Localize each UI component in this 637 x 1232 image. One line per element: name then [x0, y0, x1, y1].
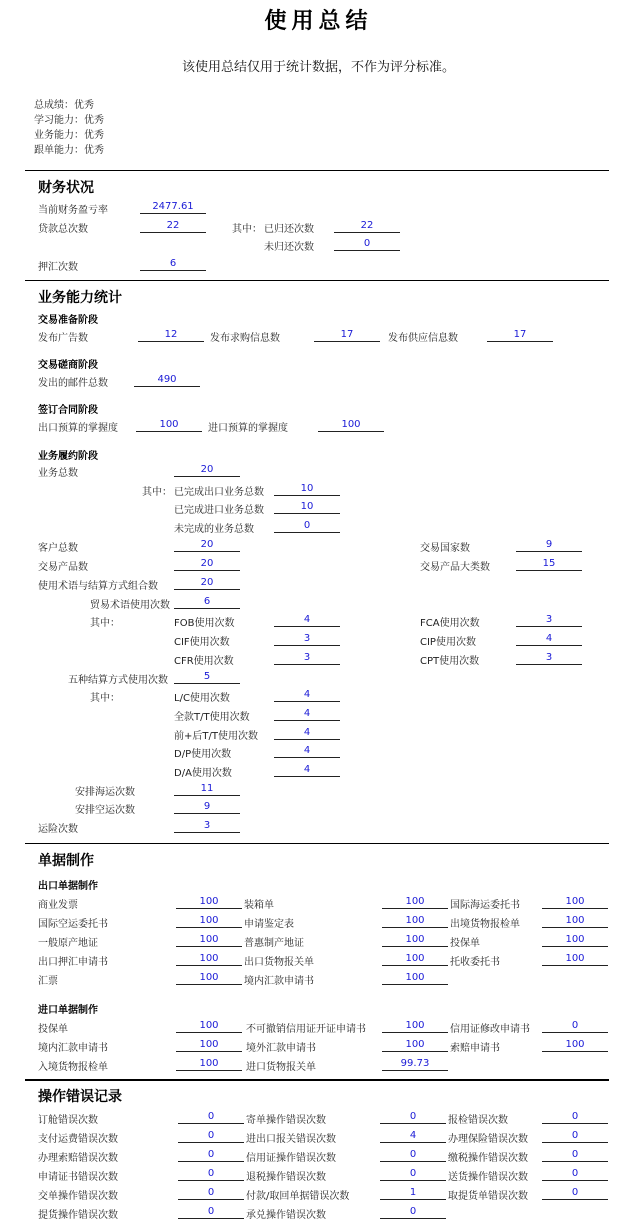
error-value: 0: [178, 1110, 244, 1124]
export-budget-label: 出口预算的掌握度: [38, 423, 118, 434]
business-heading: 业务能力统计: [38, 290, 122, 306]
lc-value: 4: [274, 688, 340, 702]
fulfil-heading: 业务履约阶段: [38, 451, 98, 462]
dp-label: D/P使用次数: [174, 749, 232, 760]
loans-label: 贷款总次数: [38, 224, 88, 235]
error-value: 0: [542, 1148, 608, 1162]
unpaid-value: 0: [334, 237, 400, 251]
air-value: 9: [174, 800, 240, 814]
error-label: 提货操作错误次数: [38, 1210, 118, 1221]
dp-value: 4: [274, 744, 340, 758]
error-value: 0: [542, 1186, 608, 1200]
doc-label: 国际海运委托书: [450, 900, 520, 911]
customers-value: 20: [174, 538, 240, 552]
doc-value: 100: [542, 933, 608, 947]
doc-value: 100: [542, 895, 608, 909]
settle-of-which: 其中：: [90, 693, 120, 704]
ads-label: 发布广告数: [38, 333, 88, 344]
error-label: 报检错误次数: [448, 1115, 508, 1126]
doc-value: 100: [176, 1057, 242, 1071]
unfinished-label: 未完成的业务总数: [174, 524, 254, 535]
terms-label: 贸易术语使用次数: [90, 600, 170, 611]
doc-value: 100: [382, 1038, 448, 1052]
sea-label: 安排海运次数: [75, 787, 135, 798]
ads-value: 12: [138, 328, 204, 342]
mail-label: 发出的邮件总数: [38, 378, 108, 389]
error-label: 送货操作错误次数: [448, 1172, 528, 1183]
error-value: 0: [178, 1148, 244, 1162]
error-label: 信用证操作错误次数: [246, 1153, 336, 1164]
error-value: 0: [178, 1205, 244, 1219]
countries-value: 9: [516, 538, 582, 552]
doc-value: 100: [382, 1019, 448, 1033]
supply-value: 17: [487, 328, 553, 342]
error-value: 0: [380, 1148, 446, 1162]
cif-label: CIF使用次数: [174, 637, 230, 648]
import-budget-label: 进口预算的掌握度: [208, 423, 288, 434]
doc-label: 境外汇款申请书: [246, 1043, 316, 1054]
doc-value: 100: [176, 895, 242, 909]
error-label: 承兑操作错误次数: [246, 1210, 326, 1221]
doc-value: 0: [542, 1019, 608, 1033]
categories-value: 15: [516, 557, 582, 571]
errors-heading: 操作错误记录: [38, 1089, 122, 1105]
finance-heading: 财务状况: [38, 180, 94, 196]
doc-value: 100: [542, 914, 608, 928]
error-value: 4: [380, 1129, 446, 1143]
export-done-label: 已完成出口业务总数: [174, 487, 264, 498]
doc-label: 装箱单: [244, 900, 274, 911]
total-business-label: 业务总数: [38, 468, 78, 479]
products-label: 交易产品数: [38, 562, 88, 573]
doc-label: 进口货物报关单: [246, 1062, 316, 1073]
settle-label: 五种结算方式使用次数: [68, 675, 168, 686]
page-subtitle: 该使用总结仅用于统计数据，不作为评分标准。: [181, 60, 455, 75]
doc-value: 100: [542, 952, 608, 966]
split-tt-label: 前+后T/T使用次数: [174, 731, 258, 742]
error-value: 1: [380, 1186, 446, 1200]
full-tt-value: 4: [274, 707, 340, 721]
doc-value: 100: [382, 933, 448, 947]
cip-label: CIP使用次数: [420, 637, 476, 648]
error-label: 交单操作错误次数: [38, 1191, 118, 1202]
error-label: 办理保险错误次数: [448, 1134, 528, 1145]
error-value: 0: [380, 1205, 446, 1219]
contract-heading: 签订合同阶段: [38, 405, 98, 416]
cpt-label: CPT使用次数: [420, 656, 480, 667]
error-label: 寄单操作错误次数: [246, 1115, 326, 1126]
negotiation-heading: 交易磋商阶段: [38, 360, 98, 371]
error-value: 0: [178, 1167, 244, 1181]
buy-value: 17: [314, 328, 380, 342]
doc-value: 100: [176, 1038, 242, 1052]
import-docs-heading: 进口单据制作: [38, 1005, 98, 1016]
supply-label: 发布供应信息数: [388, 333, 458, 344]
error-label: 办理索赔错误次数: [38, 1153, 118, 1164]
unpaid-label: 未归还次数: [264, 242, 314, 253]
page-title: 使用总结: [264, 9, 373, 34]
da-label: D/A使用次数: [174, 768, 232, 779]
products-value: 20: [174, 557, 240, 571]
fulfil-of-which: 其中：: [142, 487, 172, 498]
balance-label: 当前财务盈亏率: [38, 205, 108, 216]
doc-label: 信用证修改申请书: [450, 1024, 530, 1035]
doc-label: 申请鉴定表: [244, 919, 294, 930]
mail-value: 490: [134, 373, 200, 387]
of-which-label: 其中：: [232, 224, 262, 235]
error-label: 缴税操作错误次数: [448, 1153, 528, 1164]
cpt-value: 3: [516, 651, 582, 665]
fob-value: 4: [274, 613, 340, 627]
unfinished-value: 0: [274, 519, 340, 533]
export-docs-heading: 出口单据制作: [38, 881, 98, 892]
pledge-label: 押汇次数: [38, 262, 78, 273]
sea-value: 11: [174, 782, 240, 796]
doc-label: 普惠制产地证: [244, 938, 304, 949]
error-label: 订舱错误次数: [38, 1115, 98, 1126]
buy-label: 发布求购信息数: [210, 333, 280, 344]
doc-label: 汇票: [38, 976, 58, 987]
doc-value: 100: [176, 914, 242, 928]
doc-value: 100: [176, 952, 242, 966]
doc-label: 投保单: [38, 1024, 68, 1035]
fca-label: FCA使用次数: [420, 618, 480, 629]
doc-label: 投保单: [450, 938, 480, 949]
pledge-value: 6: [140, 257, 206, 271]
error-value: 0: [178, 1186, 244, 1200]
doc-value: 99.73: [382, 1057, 448, 1071]
fob-label: FOB使用次数: [174, 618, 235, 629]
import-done-label: 已完成进口业务总数: [174, 505, 264, 516]
repaid-value: 22: [334, 219, 400, 233]
total-business-value: 20: [174, 463, 240, 477]
settle-value: 5: [174, 670, 240, 684]
insure-label: 运险次数: [38, 824, 78, 835]
error-value: 0: [380, 1110, 446, 1124]
doc-value: 100: [382, 952, 448, 966]
insure-value: 3: [174, 819, 240, 833]
section-divider: [25, 1079, 609, 1081]
doc-value: 100: [176, 933, 242, 947]
air-label: 安排空运次数: [75, 805, 135, 816]
repaid-label: 已归还次数: [264, 224, 314, 235]
doc-label: 入境货物报检单: [38, 1062, 108, 1073]
cip-value: 4: [516, 632, 582, 646]
summary-overall: 总成绩：优秀: [34, 100, 94, 111]
combo-label: 使用术语与结算方式组合数: [38, 581, 158, 592]
prep-heading: 交易准备阶段: [38, 315, 98, 326]
error-value: 0: [542, 1167, 608, 1181]
da-value: 4: [274, 763, 340, 777]
section-divider: [25, 843, 609, 844]
export-budget-value: 100: [136, 418, 202, 432]
import-done-value: 10: [274, 500, 340, 514]
section-divider: [25, 280, 609, 281]
error-label: 付款/取回单据错误次数: [246, 1191, 350, 1202]
doc-label: 不可撤销信用证开证申请书: [246, 1024, 366, 1035]
doc-label: 商业发票: [38, 900, 78, 911]
error-value: 0: [542, 1129, 608, 1143]
doc-label: 出境货物报检单: [450, 919, 520, 930]
balance-value: 2477.61: [140, 200, 206, 214]
cif-value: 3: [274, 632, 340, 646]
doc-label: 托收委托书: [450, 957, 500, 968]
summary-learning: 学习能力：优秀: [34, 115, 104, 126]
error-label: 退税操作错误次数: [246, 1172, 326, 1183]
doc-value: 100: [176, 1019, 242, 1033]
doc-value: 100: [176, 971, 242, 985]
doc-label: 境内汇款申请书: [244, 976, 314, 987]
countries-label: 交易国家数: [420, 543, 470, 554]
full-tt-label: 全款T/T使用次数: [174, 712, 250, 723]
customers-label: 客户总数: [38, 543, 78, 554]
doc-label: 出口押汇申请书: [38, 957, 108, 968]
error-label: 取提货单错误次数: [448, 1191, 528, 1202]
summary-business: 业务能力：优秀: [34, 130, 104, 141]
doc-label: 一般原产地证: [38, 938, 98, 949]
combo-value: 20: [174, 576, 240, 590]
import-budget-value: 100: [318, 418, 384, 432]
doc-label: 国际空运委托书: [38, 919, 108, 930]
doc-value: 100: [542, 1038, 608, 1052]
lc-label: L/C使用次数: [174, 693, 230, 704]
section-divider: [25, 170, 609, 171]
categories-label: 交易产品大类数: [420, 562, 490, 573]
doc-value: 100: [382, 895, 448, 909]
terms-of-which: 其中：: [90, 618, 120, 629]
doc-value: 100: [382, 971, 448, 985]
error-value: 0: [178, 1129, 244, 1143]
loans-value: 22: [140, 219, 206, 233]
split-tt-value: 4: [274, 726, 340, 740]
cfr-value: 3: [274, 651, 340, 665]
error-label: 进出口报关错误次数: [246, 1134, 336, 1145]
doc-label: 境内汇款申请书: [38, 1043, 108, 1054]
export-done-value: 10: [274, 482, 340, 496]
summary-followup: 跟单能力：优秀: [34, 145, 104, 156]
fca-value: 3: [516, 613, 582, 627]
error-value: 0: [380, 1167, 446, 1181]
cfr-label: CFR使用次数: [174, 656, 234, 667]
doc-value: 100: [382, 914, 448, 928]
doc-label: 出口货物报关单: [244, 957, 314, 968]
docs-heading: 单据制作: [38, 853, 94, 869]
terms-value: 6: [174, 595, 240, 609]
doc-label: 索赔申请书: [450, 1043, 500, 1054]
error-label: 申请证书错误次数: [38, 1172, 118, 1183]
error-label: 支付运费错误次数: [38, 1134, 118, 1145]
error-value: 0: [542, 1110, 608, 1124]
